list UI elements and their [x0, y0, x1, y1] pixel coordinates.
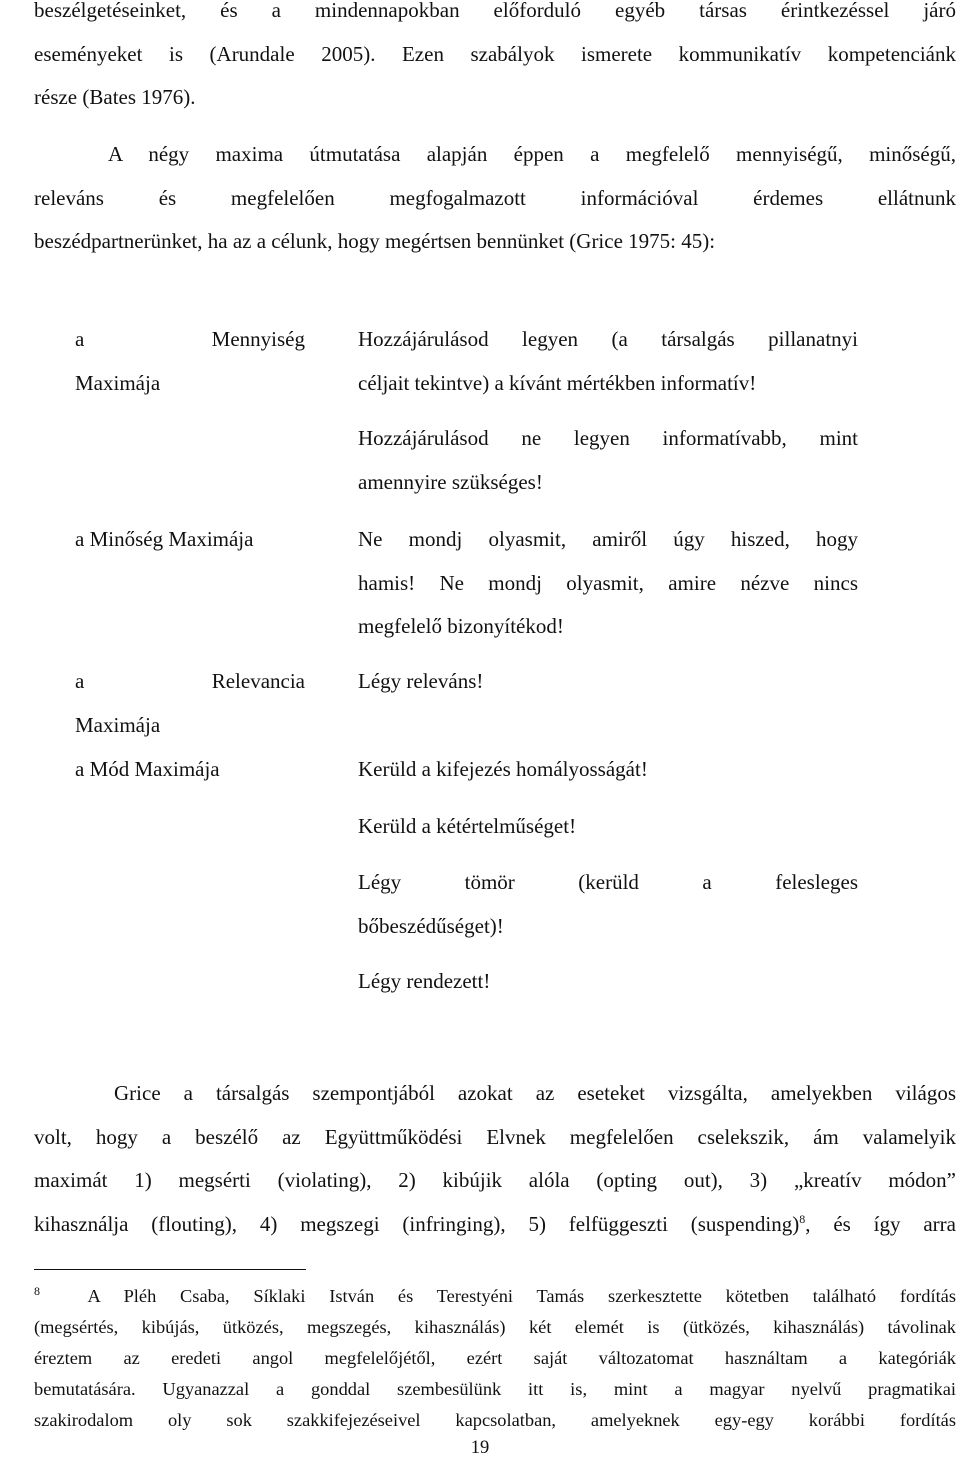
footnote — [34, 1281, 956, 1436]
maxim-rule-line: Hozzájárulásod legyen (a társalgás pillanatnyi — [358, 327, 858, 351]
footnote-line: (megsértés, kibújás, ütközés, megszegés, kihasználás) két elemét is (ütközés, kihasználás) távolinak — [34, 1317, 956, 1337]
intro-paragraph — [34, 133, 956, 264]
maxim-rule-line: amennyire szükséges! — [358, 469, 543, 494]
maxim-name-line: Maximája — [75, 712, 161, 737]
page-number: 19 — [470, 1438, 490, 1458]
maxim-name — [75, 318, 305, 405]
maxim-rules — [358, 748, 858, 1004]
maxim-name-line: a Mód Maximája — [75, 757, 220, 781]
paragraph-line-text: , és így arra — [805, 1211, 956, 1236]
maxim-rule-line: Hozzájárulásod ne legyen informatívabb, mint — [358, 426, 858, 450]
maxim-rule-line: Légy releváns! — [358, 669, 484, 693]
maxim-rule-line: Kerüld a kétértelműséget! — [358, 813, 577, 838]
maxim-rule-line: céljait tekintve) a kívánt mértékben informatív! — [358, 370, 757, 395]
maxim-rules — [358, 318, 858, 504]
paragraph-line: része (Bates 1976). — [34, 85, 196, 109]
grice-paragraph — [34, 1072, 956, 1246]
footnote-line: szakirodalom oly sok szakkifejezéseivel kapcsolatban, amelyeknek egy-egy korábbi fordítás — [34, 1410, 956, 1430]
footnote-line — [34, 1281, 956, 1312]
maxim-name-line: a Minőség Maximája — [75, 527, 254, 551]
footnote-reference[interactable]: 8 — [799, 1211, 806, 1226]
maxim-rules — [358, 518, 858, 649]
top-paragraph — [34, 0, 956, 120]
maxim-name — [75, 518, 305, 562]
footnote-line: éreztem az eredeti angol megfelelőjétől, ezért saját változatomat használtam a kategóriák — [34, 1348, 956, 1368]
footnote-line: bemutatására. Ugyanazzal a gonddal szembesülünk itt is, mint a magyar nyelvű pragmatikai — [34, 1379, 956, 1399]
paragraph-line: eseményeket is (Arundale 2005). Ezen szabályok ismerete kommunikatív kompetenciánk — [34, 41, 956, 66]
maxim-rule-line: Kerüld a kifejezés homályosságát! — [358, 757, 648, 781]
maxim-rules — [358, 660, 858, 704]
maxim-rule-line: bőbeszédűséget)! — [358, 913, 504, 938]
paragraph-line: Grice a társalgás szempontjából azokat az eseteket vizsgálta, amelyekben világos — [114, 1081, 956, 1105]
maxim-name-line: a Mennyiség — [75, 327, 305, 351]
paragraph-line: volt, hogy a beszélő az Együttműködési Elvnek megfelelően cselekszik, ám valamelyik — [34, 1124, 956, 1149]
paragraph-line: beszélgetéseinket, és a mindennapokban előforduló egyéb társas érintkezéssel járó — [34, 0, 956, 22]
maxim-rule-line: hamis! Ne mondj olyasmit, amire nézve nincs — [358, 570, 858, 595]
paragraph-line: A négy maxima útmutatása alapján éppen a megfelelő mennyiségű, minőségű, — [108, 142, 956, 166]
maxim-name — [75, 748, 305, 792]
footnote-text: A Pléh Csaba, Síklaki István és Terestyéni Tamás szerkesztette kötetben található fordítás — [87, 1286, 957, 1306]
paragraph-line-text: kihasználja (flouting), 4) megszegi (infringing), 5) felfüggeszti (suspending) — [34, 1211, 800, 1236]
paragraph-line: beszédpartnerünket, ha az a célunk, hogy megértsen bennünket (Grice 1975: 45): — [34, 229, 716, 253]
maxim-rule-line: megfelelő bizonyítékod! — [358, 614, 564, 638]
paragraph-line: releváns és megfelelően megfogalmazott információval érdemes ellátnunk — [34, 185, 956, 210]
paragraph-line — [34, 1203, 956, 1247]
maxim-rule-line: Légy rendezett! — [358, 969, 491, 993]
footnote-separator — [34, 1269, 306, 1270]
paragraph-line: maximát 1) megsérti (violating), 2) kibújik alóla (opting out), 3) „kreatív módon” — [34, 1168, 956, 1192]
maxim-rule-line: Ne mondj olyasmit, amiről úgy hiszed, hogy — [358, 527, 858, 551]
maxim-rule-line: Légy tömör (kerüld a felesleges — [358, 870, 858, 894]
maxim-name-line: a Relevancia — [75, 669, 305, 693]
maxim-name — [75, 660, 305, 747]
footnote-number: 8 — [34, 1283, 40, 1298]
maxim-name-line: Maximája — [75, 370, 161, 395]
